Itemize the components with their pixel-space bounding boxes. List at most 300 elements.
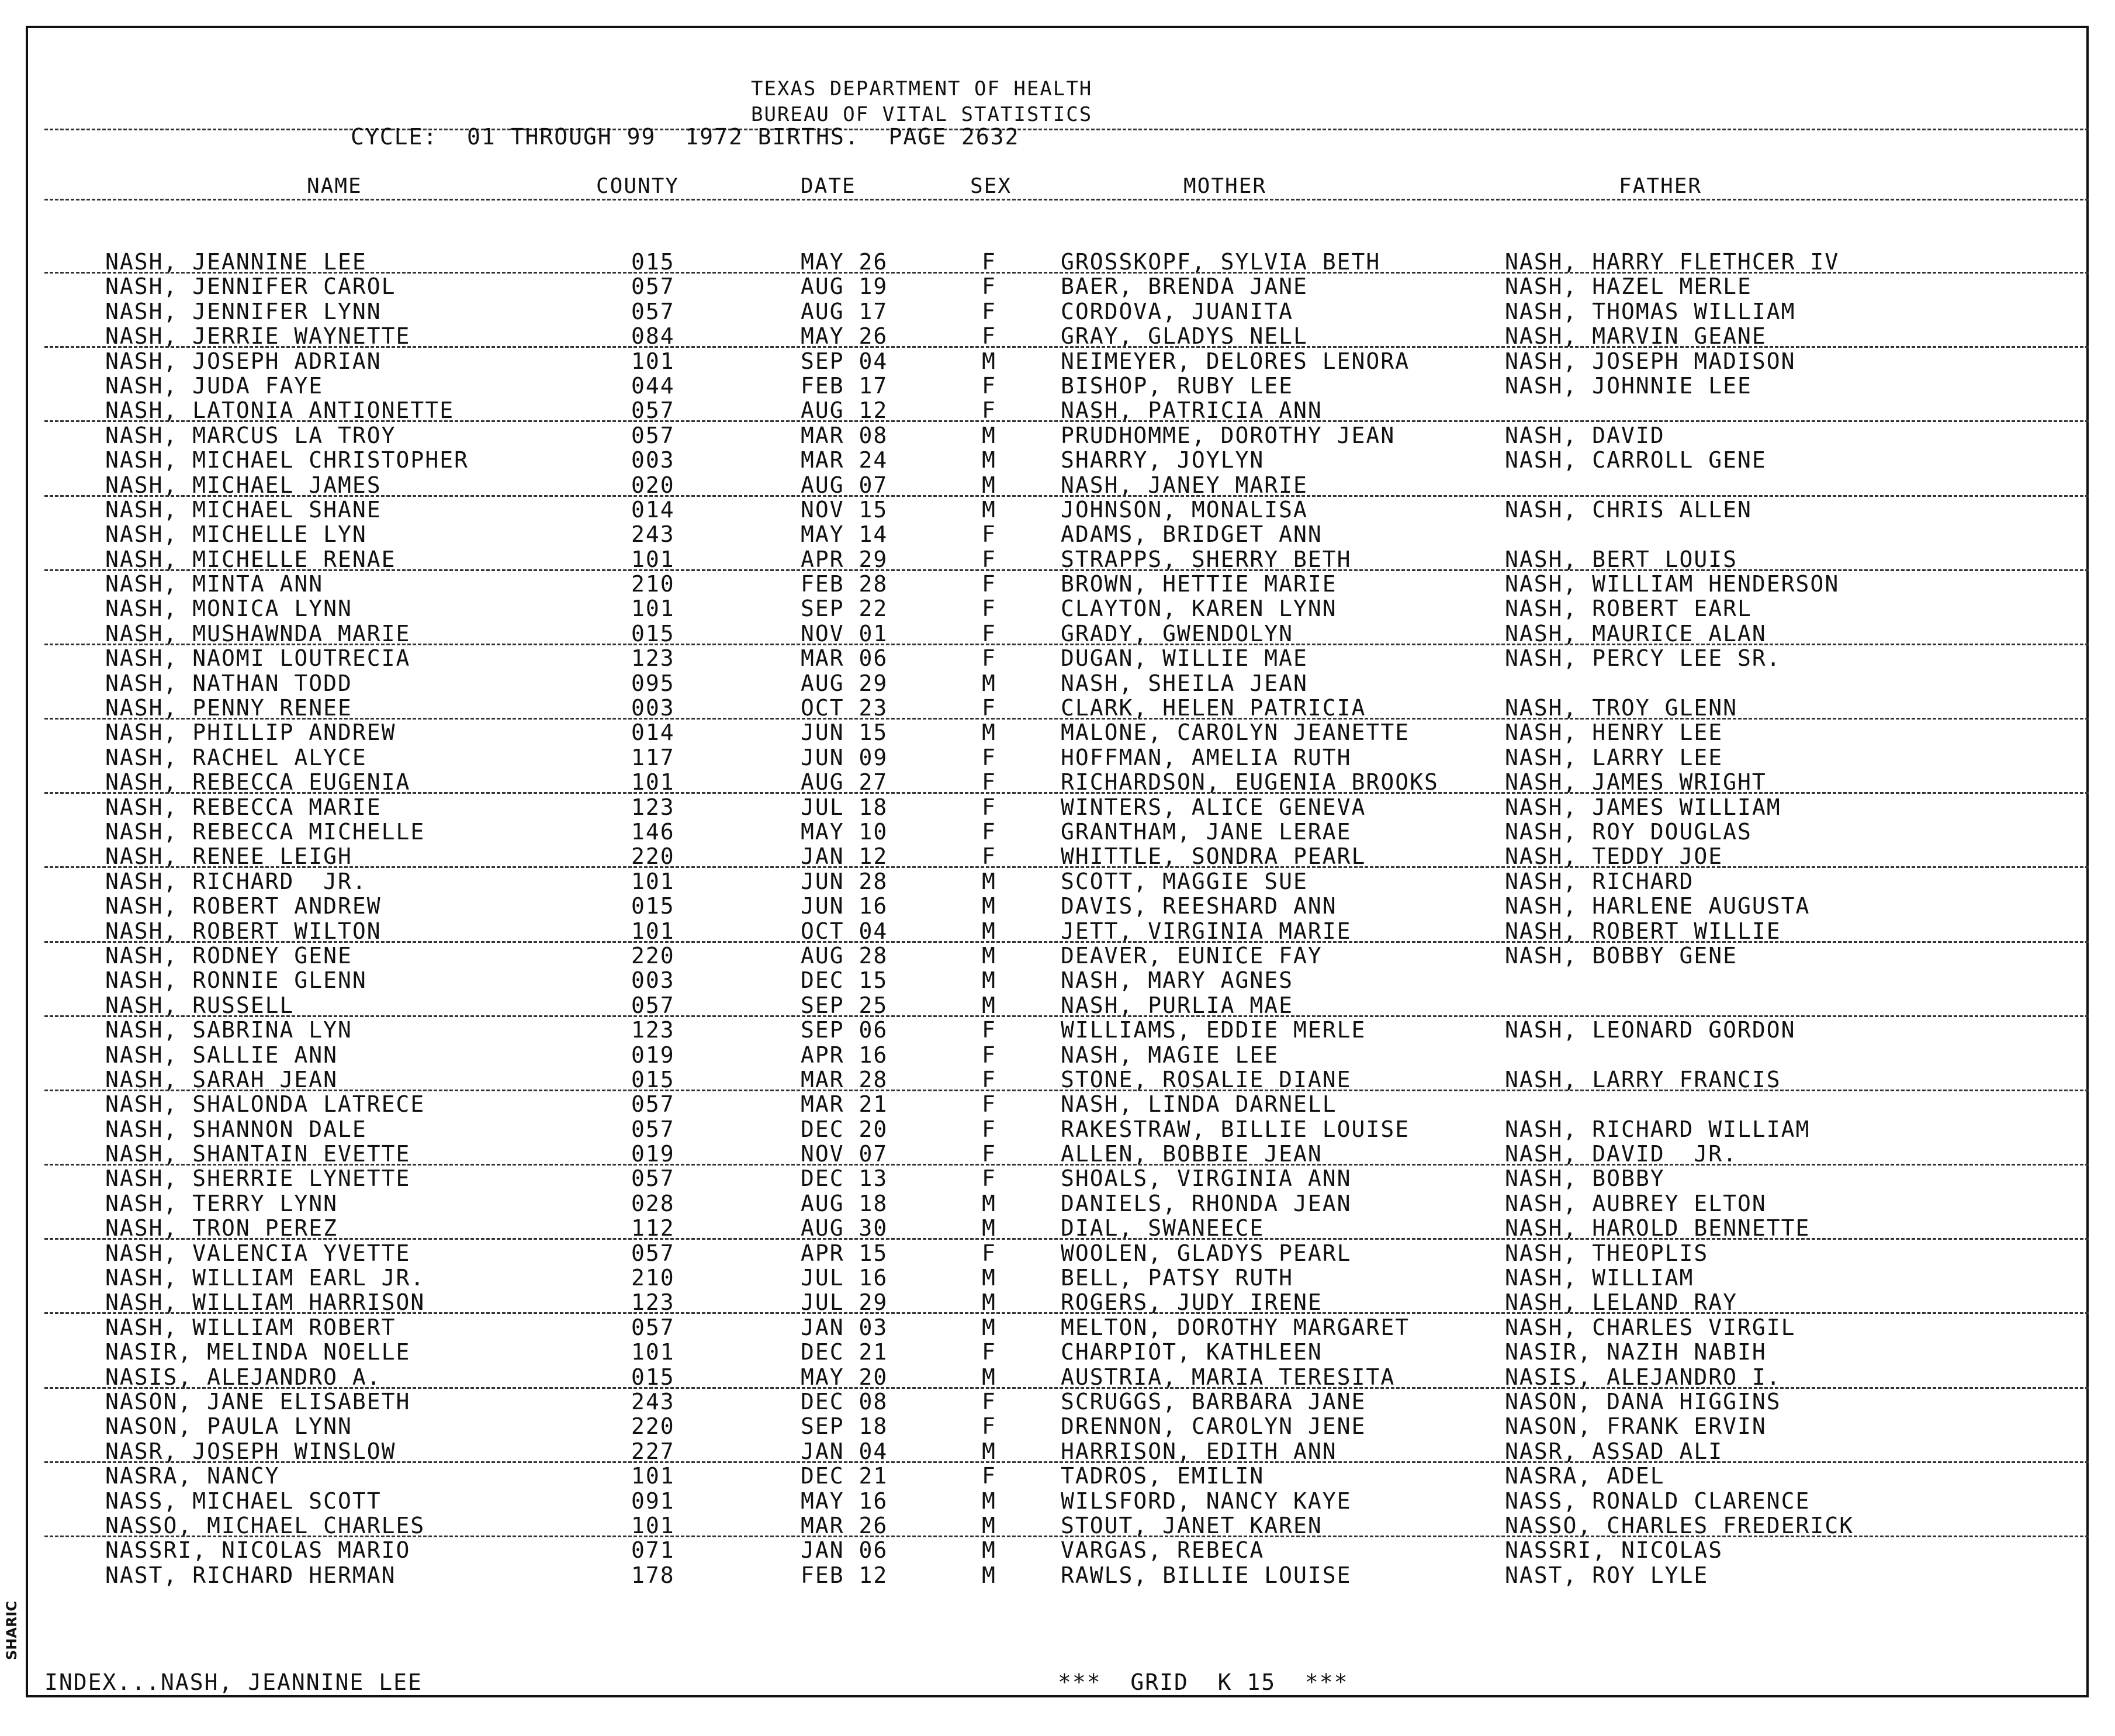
- cell-county: 020: [631, 472, 675, 498]
- cell-sex: F: [982, 1166, 996, 1192]
- cell-sex: F: [982, 620, 996, 646]
- cell-sex: F: [982, 1463, 996, 1489]
- cell-father: NASH, MAURICE ALAN: [1505, 620, 1767, 646]
- cell-sex: M: [982, 422, 996, 448]
- cell-father: NASS, RONALD CLARENCE: [1505, 1488, 1811, 1514]
- cell-sex: F: [982, 1413, 996, 1440]
- cell-sex: M: [982, 1562, 996, 1588]
- cell-date: FEB 12: [801, 1562, 888, 1588]
- cell-mother: VARGAS, REBECA: [1061, 1537, 1265, 1564]
- cell-father: NASH, TEDDY JOE: [1505, 843, 1723, 870]
- cell-name: NASH, WILLIAM ROBERT: [105, 1314, 396, 1340]
- cell-father: NASH, THEOPLIS: [1505, 1240, 1709, 1266]
- cell-father: NASSO, CHARLES FREDERICK: [1505, 1512, 1854, 1538]
- cell-name: NASH, MICHAEL CHRISTOPHER: [105, 447, 469, 473]
- cell-date: SEP 06: [801, 1017, 888, 1043]
- cell-mother: SCRUGGS, BARBARA JANE: [1061, 1388, 1366, 1415]
- cell-date: AUG 17: [801, 298, 888, 324]
- table-row: [0, 1538, 2115, 1562]
- cell-date: DEC 20: [801, 1116, 888, 1142]
- cell-sex: F: [982, 1066, 996, 1092]
- cell-sex: M: [982, 1438, 996, 1464]
- cell-date: MAY 26: [801, 249, 888, 275]
- cell-name: NASH, RUSSELL: [105, 992, 295, 1018]
- table-row: [0, 894, 2115, 918]
- cell-father: NASH, JAMES WILLIAM: [1505, 794, 1781, 820]
- cell-name: NASH, PHILLIP ANDREW: [105, 720, 396, 746]
- bureau-title: BUREAU OF VITAL STATISTICS: [751, 103, 1093, 126]
- cell-county: 057: [631, 397, 675, 424]
- cell-name: NASON, PAULA LYNN: [105, 1413, 352, 1440]
- cell-name: NASH, MICHAEL JAMES: [105, 472, 382, 498]
- cell-date: APR 29: [801, 546, 888, 572]
- cell-father: NASIS, ALEJANDRO I.: [1505, 1364, 1781, 1390]
- cell-sex: F: [982, 372, 996, 399]
- cell-father: NASH, CARROLL GENE: [1505, 447, 1767, 473]
- table-row: [0, 1018, 2115, 1042]
- cell-county: 015: [631, 893, 675, 919]
- cell-father: NASR, ASSAD ALI: [1505, 1438, 1723, 1464]
- cell-date: MAY 20: [801, 1364, 888, 1390]
- cell-father: NASON, DANA HIGGINS: [1505, 1388, 1781, 1415]
- cell-name: NASON, JANE ELISABETH: [105, 1388, 411, 1415]
- cell-date: AUG 29: [801, 670, 888, 696]
- cell-name: NASH, REBECCA MARIE: [105, 794, 382, 820]
- cell-mother: HARRISON, EDITH ANN: [1061, 1438, 1337, 1464]
- cell-county: 057: [631, 1091, 675, 1118]
- cell-county: 015: [631, 1364, 675, 1390]
- cell-date: FEB 28: [801, 571, 888, 597]
- cell-mother: DAVIS, REESHARD ANN: [1061, 893, 1337, 919]
- cell-father: NASH, ROBERT EARL: [1505, 596, 1752, 622]
- cell-sex: M: [982, 1314, 996, 1340]
- cell-father: NASH, AUBREY ELTON: [1505, 1190, 1767, 1216]
- cell-mother: GRAY, GLADYS NELL: [1061, 323, 1308, 350]
- cell-mother: STONE, ROSALIE DIANE: [1061, 1066, 1352, 1092]
- cell-date: JUN 09: [801, 744, 888, 770]
- table-row: [0, 720, 2115, 745]
- cell-county: 243: [631, 1388, 675, 1415]
- table-row: [0, 349, 2115, 374]
- cell-sex: F: [982, 1388, 996, 1415]
- cell-father: NASH, CHARLES VIRGIL: [1505, 1314, 1796, 1340]
- cell-father: NASON, FRANK ERVIN: [1505, 1413, 1767, 1440]
- cell-father: NASH, HAROLD BENNETTE: [1505, 1215, 1811, 1242]
- column-header-county: COUNTY: [596, 174, 680, 198]
- cell-county: 243: [631, 521, 675, 548]
- cell-mother: ADAMS, BRIDGET ANN: [1061, 521, 1323, 548]
- cell-county: 003: [631, 447, 675, 473]
- table-row: [0, 844, 2115, 869]
- cell-county: 123: [631, 794, 675, 820]
- cell-name: NASH, SHANTAIN EVETTE: [105, 1141, 411, 1167]
- cell-county: 123: [631, 1017, 675, 1043]
- cell-name: NASH, RENEE LEIGH: [105, 843, 352, 870]
- cell-sex: F: [982, 571, 996, 597]
- cell-mother: SHOALS, VIRGINIA ANN: [1061, 1166, 1352, 1192]
- table-row: [0, 1365, 2115, 1389]
- cell-name: NASH, JEANNINE LEE: [105, 249, 367, 275]
- cell-county: 220: [631, 1413, 675, 1440]
- cell-name: NASH, SHERRIE LYNETTE: [105, 1166, 411, 1192]
- table-row: [0, 1043, 2115, 1067]
- table-row: [0, 1464, 2115, 1488]
- cell-county: 112: [631, 1215, 675, 1242]
- cell-mother: JETT, VIRGINIA MARIE: [1061, 918, 1352, 944]
- cell-date: JUN 16: [801, 893, 888, 919]
- cell-sex: F: [982, 769, 996, 796]
- cell-date: AUG 30: [801, 1215, 888, 1242]
- cell-name: NASH, VALENCIA YVETTE: [105, 1240, 411, 1266]
- cell-county: 101: [631, 348, 675, 374]
- cell-date: NOV 15: [801, 496, 888, 523]
- cell-sex: M: [982, 670, 996, 696]
- column-header-sex: SEX: [970, 174, 1012, 198]
- cell-father: NASH, ROY DOUGLAS: [1505, 818, 1752, 845]
- table-row: [0, 1439, 2115, 1464]
- cell-county: 123: [631, 645, 675, 672]
- cell-father: NASH, TROY GLENN: [1505, 695, 1738, 721]
- cell-sex: F: [982, 397, 996, 424]
- cell-county: 015: [631, 249, 675, 275]
- cell-county: 057: [631, 1240, 675, 1266]
- cell-county: 101: [631, 1512, 675, 1538]
- cell-sex: M: [982, 1512, 996, 1538]
- cell-mother: BISHOP, RUBY LEE: [1061, 372, 1294, 399]
- sharic-stamp: SHARIC: [4, 1601, 20, 1660]
- cell-mother: DIAL, SWANEECE: [1061, 1215, 1265, 1242]
- cell-father: NASRA, ADEL: [1505, 1463, 1665, 1489]
- cell-mother: GRADY, GWENDOLYN: [1061, 620, 1294, 646]
- cell-father: NASH, DAVID: [1505, 422, 1665, 448]
- cell-county: 101: [631, 918, 675, 944]
- table-row: [0, 869, 2115, 894]
- cell-sex: F: [982, 1141, 996, 1167]
- table-row: [0, 696, 2115, 720]
- cell-county: 101: [631, 769, 675, 796]
- cell-name: NASH, SHALONDA LATRECE: [105, 1091, 425, 1118]
- cell-father: NASH, HARLENE AUGUSTA: [1505, 893, 1811, 919]
- cell-sex: M: [982, 1488, 996, 1514]
- cell-sex: M: [982, 868, 996, 894]
- cell-mother: DUGAN, WILLIE MAE: [1061, 645, 1308, 672]
- cell-mother: MALONE, CAROLYN JEANETTE: [1061, 720, 1410, 746]
- cell-father: NASH, ROBERT WILLIE: [1505, 918, 1781, 944]
- table-row: [0, 1191, 2115, 1216]
- cell-sex: M: [982, 893, 996, 919]
- cell-county: 044: [631, 372, 675, 399]
- table-row: [0, 1513, 2115, 1538]
- cell-name: NASH, SHANNON DALE: [105, 1116, 367, 1142]
- cell-name: NASS, MICHAEL SCOTT: [105, 1488, 382, 1514]
- cell-mother: SHARRY, JOYLYN: [1061, 447, 1265, 473]
- cell-sex: F: [982, 1091, 996, 1118]
- cell-name: NASRA, NANCY: [105, 1463, 280, 1489]
- cell-mother: CLARK, HELEN PATRICIA: [1061, 695, 1366, 721]
- cell-mother: WILSFORD, NANCY KAYE: [1061, 1488, 1352, 1514]
- table-row: [0, 250, 2115, 274]
- cell-name: NASH, TERRY LYNN: [105, 1190, 338, 1216]
- cell-sex: F: [982, 274, 996, 300]
- cell-mother: NASH, JANEY MARIE: [1061, 472, 1308, 498]
- cell-father: NASH, PERCY LEE SR.: [1505, 645, 1781, 672]
- cell-mother: NASH, MARY AGNES: [1061, 967, 1294, 994]
- cell-county: 091: [631, 1488, 675, 1514]
- cycle-line: CYCLE: 01 THROUGH 99 1972 BIRTHS. PAGE 2632: [351, 124, 1020, 150]
- cell-name: NASH, RODNEY GENE: [105, 942, 352, 969]
- cell-date: JAN 03: [801, 1314, 888, 1340]
- cell-date: MAY 10: [801, 818, 888, 845]
- cell-name: NASH, WILLIAM EARL JR.: [105, 1265, 425, 1291]
- cell-mother: TADROS, EMILIN: [1061, 1463, 1265, 1489]
- cell-name: NASIS, ALEJANDRO A.: [105, 1364, 382, 1390]
- cell-county: 019: [631, 1042, 675, 1068]
- cell-mother: ROGERS, JUDY IRENE: [1061, 1289, 1323, 1316]
- cell-county: 210: [631, 571, 675, 597]
- cell-mother: CORDOVA, JUANITA: [1061, 298, 1294, 324]
- cell-sex: F: [982, 1042, 996, 1068]
- cell-date: FEB 17: [801, 372, 888, 399]
- cell-mother: BELL, PATSY RUTH: [1061, 1265, 1294, 1291]
- column-header-date: DATE: [801, 174, 856, 198]
- cell-date: APR 16: [801, 1042, 888, 1068]
- cell-county: 117: [631, 744, 675, 770]
- cell-sex: F: [982, 1017, 996, 1043]
- cell-mother: NASH, LINDA DARNELL: [1061, 1091, 1337, 1118]
- cell-sex: M: [982, 472, 996, 498]
- table-row: [0, 1489, 2115, 1513]
- cell-name: NASH, JERRIE WAYNETTE: [105, 323, 411, 350]
- cell-date: JAN 06: [801, 1537, 888, 1564]
- cell-father: NASSRI, NICOLAS: [1505, 1537, 1723, 1564]
- cell-date: AUG 27: [801, 769, 888, 796]
- cell-sex: F: [982, 645, 996, 672]
- cell-county: 101: [631, 596, 675, 622]
- table-row: [0, 1166, 2115, 1191]
- cell-date: MAY 16: [801, 1488, 888, 1514]
- cell-name: NASH, MARCUS LA TROY: [105, 422, 396, 448]
- column-header-father: FATHER: [1619, 174, 1702, 198]
- cell-sex: F: [982, 323, 996, 350]
- cell-sex: M: [982, 447, 996, 473]
- cell-father: NASH, LARRY FRANCIS: [1505, 1066, 1781, 1092]
- cell-sex: M: [982, 1265, 996, 1291]
- cell-sex: M: [982, 942, 996, 969]
- cell-sex: F: [982, 298, 996, 324]
- cell-county: 227: [631, 1438, 675, 1464]
- cell-name: NASIR, MELINDA NOELLE: [105, 1339, 411, 1365]
- cell-county: 014: [631, 720, 675, 746]
- cell-mother: HOFFMAN, AMELIA RUTH: [1061, 744, 1352, 770]
- table-row: [0, 1216, 2115, 1240]
- column-header-name: NAME: [307, 174, 362, 198]
- cell-name: NASR, JOSEPH WINSLOW: [105, 1438, 396, 1464]
- cell-county: 220: [631, 843, 675, 870]
- table-row: [0, 374, 2115, 398]
- table-row: [0, 919, 2115, 943]
- table-row: [0, 671, 2115, 696]
- cell-county: 057: [631, 992, 675, 1018]
- cell-father: NASH, DAVID JR.: [1505, 1141, 1738, 1167]
- cell-name: NASH, MICHAEL SHANE: [105, 496, 382, 523]
- cell-county: 003: [631, 967, 675, 994]
- cell-sex: F: [982, 521, 996, 548]
- cell-father: NASH, HENRY LEE: [1505, 720, 1723, 746]
- cell-name: NASH, TRON PEREZ: [105, 1215, 338, 1242]
- cell-date: MAR 28: [801, 1066, 888, 1092]
- cell-mother: WOOLEN, GLADYS PEARL: [1061, 1240, 1352, 1266]
- cell-father: NASH, WILLIAM HENDERSON: [1505, 571, 1840, 597]
- table-row: [0, 1092, 2115, 1116]
- cell-mother: RICHARDSON, EUGENIA BROOKS: [1061, 769, 1439, 796]
- cell-father: NASH, WILLIAM: [1505, 1265, 1694, 1291]
- cell-sex: M: [982, 992, 996, 1018]
- cell-name: NASH, MONICA LYNN: [105, 596, 352, 622]
- table-row: [0, 1340, 2115, 1364]
- table-row: [0, 770, 2115, 794]
- cell-father: NASH, BOBBY GENE: [1505, 942, 1738, 969]
- table-row: [0, 497, 2115, 522]
- cell-date: NOV 07: [801, 1141, 888, 1167]
- table-row: [0, 398, 2115, 423]
- cell-date: SEP 22: [801, 596, 888, 622]
- cell-county: 123: [631, 1289, 675, 1316]
- cell-mother: BROWN, HETTIE MARIE: [1061, 571, 1337, 597]
- table-row: [0, 1117, 2115, 1142]
- cell-county: 057: [631, 1116, 675, 1142]
- cell-father: NASH, JOSEPH MADISON: [1505, 348, 1796, 374]
- cell-date: AUG 12: [801, 397, 888, 424]
- cell-father: NASH, THOMAS WILLIAM: [1505, 298, 1796, 324]
- cell-name: NASH, NATHAN TODD: [105, 670, 352, 696]
- cell-date: JUN 15: [801, 720, 888, 746]
- table-row: [0, 1389, 2115, 1414]
- cell-father: NASH, BOBBY: [1505, 1166, 1665, 1192]
- cell-date: SEP 25: [801, 992, 888, 1018]
- cell-mother: ALLEN, BOBBIE JEAN: [1061, 1141, 1323, 1167]
- table-row: [0, 646, 2115, 670]
- table-row: [0, 423, 2115, 448]
- table-row: [0, 572, 2115, 596]
- cell-father: NASH, LEONARD GORDON: [1505, 1017, 1796, 1043]
- cell-sex: F: [982, 744, 996, 770]
- table-row: [0, 274, 2115, 299]
- cell-name: NASH, MICHELLE LYN: [105, 521, 367, 548]
- cell-father: NASH, JOHNNIE LEE: [1505, 372, 1752, 399]
- cell-sex: F: [982, 1339, 996, 1365]
- column-header-mother: MOTHER: [1183, 174, 1267, 198]
- cell-mother: NASH, MAGIE LEE: [1061, 1042, 1279, 1068]
- cell-sex: M: [982, 1537, 996, 1564]
- cell-date: DEC 15: [801, 967, 888, 994]
- cell-father: NASH, BERT LOUIS: [1505, 546, 1738, 572]
- grid-footer: *** GRID K 15 ***: [1058, 1669, 1349, 1695]
- cell-date: MAR 21: [801, 1091, 888, 1118]
- cell-sex: F: [982, 794, 996, 820]
- table-row: [0, 547, 2115, 572]
- cell-county: 178: [631, 1562, 675, 1588]
- table-row: [0, 819, 2115, 844]
- cell-county: 003: [631, 695, 675, 721]
- cell-sex: M: [982, 967, 996, 994]
- cell-sex: M: [982, 1215, 996, 1242]
- cell-name: NASH, LATONIA ANTIONETTE: [105, 397, 455, 424]
- cell-name: NASH, RICHARD JR.: [105, 868, 367, 894]
- cell-father: NASH, LARRY LEE: [1505, 744, 1723, 770]
- cell-mother: STOUT, JANET KAREN: [1061, 1512, 1323, 1538]
- cell-date: AUG 18: [801, 1190, 888, 1216]
- cell-date: AUG 28: [801, 942, 888, 969]
- cell-mother: NASH, PURLIA MAE: [1061, 992, 1294, 1018]
- cell-county: 220: [631, 942, 675, 969]
- cell-sex: M: [982, 348, 996, 374]
- cell-date: JUN 28: [801, 868, 888, 894]
- cell-father: NAST, ROY LYLE: [1505, 1562, 1709, 1588]
- cell-sex: F: [982, 695, 996, 721]
- cell-county: 014: [631, 496, 675, 523]
- cell-sex: F: [982, 818, 996, 845]
- cell-sex: M: [982, 720, 996, 746]
- cell-father: NASH, HAZEL MERLE: [1505, 274, 1752, 300]
- cell-date: DEC 13: [801, 1166, 888, 1192]
- cell-county: 057: [631, 1166, 675, 1192]
- cell-date: MAR 06: [801, 645, 888, 672]
- cell-sex: F: [982, 249, 996, 275]
- table-row: [0, 473, 2115, 497]
- cell-mother: DRENNON, CAROLYN JENE: [1061, 1413, 1366, 1440]
- cell-mother: WILLIAMS, EDDIE MERLE: [1061, 1017, 1366, 1043]
- cell-mother: NASH, SHEILA JEAN: [1061, 670, 1308, 696]
- cell-sex: M: [982, 1190, 996, 1216]
- cell-name: NASH, JUDA FAYE: [105, 372, 324, 399]
- cell-mother: STRAPPS, SHERRY BETH: [1061, 546, 1352, 572]
- cell-mother: DEAVER, EUNICE FAY: [1061, 942, 1323, 969]
- cell-name: NASH, JOSEPH ADRIAN: [105, 348, 382, 374]
- table-row: [0, 1142, 2115, 1166]
- cell-father: NASIR, NAZIH NABIH: [1505, 1339, 1767, 1365]
- cell-father: NASH, CHRIS ALLEN: [1505, 496, 1752, 523]
- table-row: [0, 1067, 2115, 1092]
- cell-county: 210: [631, 1265, 675, 1291]
- cell-father: NASH, MARVIN GEANE: [1505, 323, 1767, 350]
- cell-mother: DANIELS, RHONDA JEAN: [1061, 1190, 1352, 1216]
- cell-name: NASSRI, NICOLAS MARIO: [105, 1537, 411, 1564]
- cell-father: NASH, RICHARD: [1505, 868, 1694, 894]
- table-row: [0, 943, 2115, 968]
- cell-name: NASH, REBECCA EUGENIA: [105, 769, 411, 796]
- table-row: [0, 1414, 2115, 1438]
- cell-mother: NASH, PATRICIA ANN: [1061, 397, 1323, 424]
- index-footer: INDEX...NASH, JEANNINE LEE: [44, 1669, 423, 1695]
- cell-county: 101: [631, 546, 675, 572]
- cell-mother: NEIMEYER, DELORES LENORA: [1061, 348, 1410, 374]
- cell-date: JAN 12: [801, 843, 888, 870]
- cell-mother: GROSSKOPF, SYLVIA BETH: [1061, 249, 1381, 275]
- table-row: [0, 1290, 2115, 1315]
- cell-sex: F: [982, 1240, 996, 1266]
- table-row: [0, 621, 2115, 646]
- cell-father: NASH, LELAND RAY: [1505, 1289, 1738, 1316]
- cell-name: NASH, JENNIFER LYNN: [105, 298, 382, 324]
- cell-name: NASH, MICHELLE RENAE: [105, 546, 396, 572]
- cell-mother: CLAYTON, KAREN LYNN: [1061, 596, 1337, 622]
- cell-date: JAN 04: [801, 1438, 888, 1464]
- cell-date: AUG 19: [801, 274, 888, 300]
- cell-name: NAST, RICHARD HERMAN: [105, 1562, 396, 1588]
- cell-mother: WHITTLE, SONDRA PEARL: [1061, 843, 1366, 870]
- cell-date: JUL 16: [801, 1265, 888, 1291]
- cell-father: NASH, RICHARD WILLIAM: [1505, 1116, 1811, 1142]
